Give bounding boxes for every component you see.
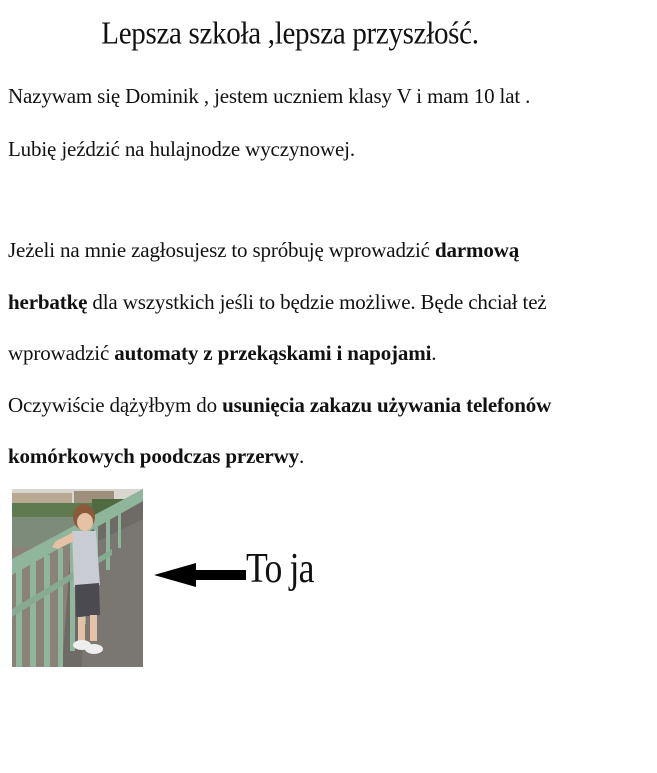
bold-segment: komórkowych poodczas przerwy [8,444,299,468]
text-segment: Jeżeli na mnie zagłosujesz to spróbuję wprowadzić [8,238,435,262]
bold-segment: usunięcia zakazu używania telefonów [222,393,552,417]
bold-segment: automaty z przekąskami i napojami [114,341,432,365]
promise-line-4 [8,393,551,418]
photo-caption: To ja [246,546,314,592]
intro-line-1: Nazywam się Dominik , jestem uczniem klasy V i mam 10 lat . [8,84,531,108]
promise-line-3 [8,341,436,366]
promise-line-1 [8,238,519,263]
arrow-left-icon [154,561,246,589]
boy-photo [12,489,143,667]
text-segment: . [431,341,437,365]
promise-line-5 [8,444,304,469]
text-segment: dla wszystkich jeśli to będzie możliwe. Będe chciał też [87,290,547,314]
bold-segment: darmową [434,238,520,262]
promise-line-2 [8,290,547,315]
bold-segment: herbatkę [8,290,88,314]
intro-line-2: Lubię jeździć na hulajnodze wyczynowej. [8,137,355,161]
text-segment: . [298,444,305,468]
text-segment: Oczywiście dążyłbym do [8,393,223,417]
page-title: Lepsza szkoła ,lepsza przyszłość. [101,16,479,52]
text-segment: wprowadzić [8,341,115,365]
